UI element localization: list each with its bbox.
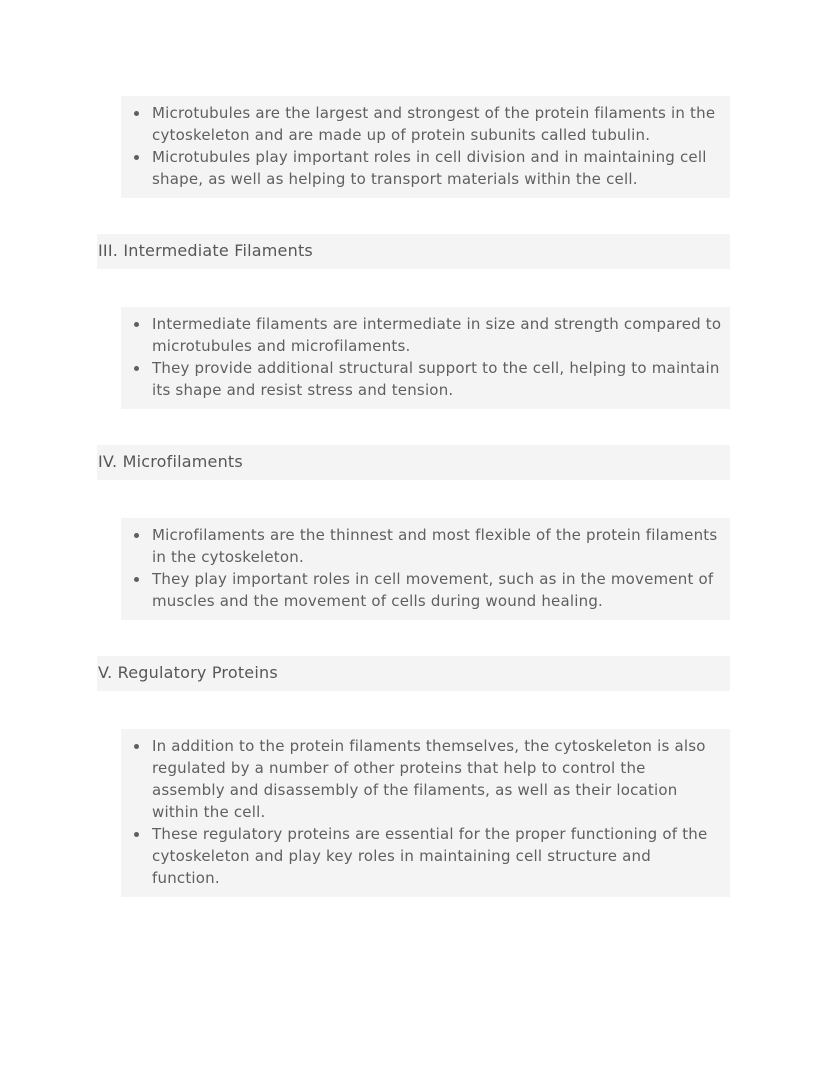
section-heading-intermediate-filaments: III. Intermediate Filaments	[97, 234, 730, 269]
bullet-list	[125, 102, 722, 190]
bullet-item: • Microtubules play important roles in cell division and in maintaining cell shape, as well as helping to transport materials within the cell.	[150, 146, 722, 190]
bullet-list	[125, 524, 722, 612]
bullet-block-intermediate-filaments	[121, 307, 730, 409]
bullet-item: • In addition to the protein filaments themselves, the cytoskeleton is also regulated by a number of other proteins that help to control the assembly and disassembly of the filaments, as well as their location within the cell.	[150, 735, 722, 823]
document-content	[97, 96, 730, 897]
bullet-list	[125, 735, 722, 889]
bullet-item: • Microtubules are the largest and strongest of the protein filaments in the cytoskeleton and are made up of protein subunits called tubulin.	[150, 102, 722, 146]
section-heading-microfilaments: IV. Microfilaments	[97, 445, 730, 480]
section-heading-regulatory-proteins: V. Regulatory Proteins	[97, 656, 730, 691]
bullet-item: • Microfilaments are the thinnest and most flexible of the protein filaments in the cytoskeleton.	[150, 524, 722, 568]
bullet-list	[125, 313, 722, 401]
bullet-block-regulatory-proteins	[121, 729, 730, 897]
bullet-item: • They play important roles in cell movement, such as in the movement of muscles and the movement of cells during wound healing.	[150, 568, 722, 612]
bullet-item: • Intermediate filaments are intermediate in size and strength compared to microtubules and microfilaments.	[150, 313, 722, 357]
bullet-item: • These regulatory proteins are essential for the proper functioning of the cytoskeleton and play key roles in maintaining cell structure and function.	[150, 823, 722, 889]
bullet-item: • They provide additional structural support to the cell, helping to maintain its shape and resist stress and tension.	[150, 357, 722, 401]
bullet-block-microfilaments	[121, 518, 730, 620]
bullet-block-microtubules	[121, 96, 730, 198]
